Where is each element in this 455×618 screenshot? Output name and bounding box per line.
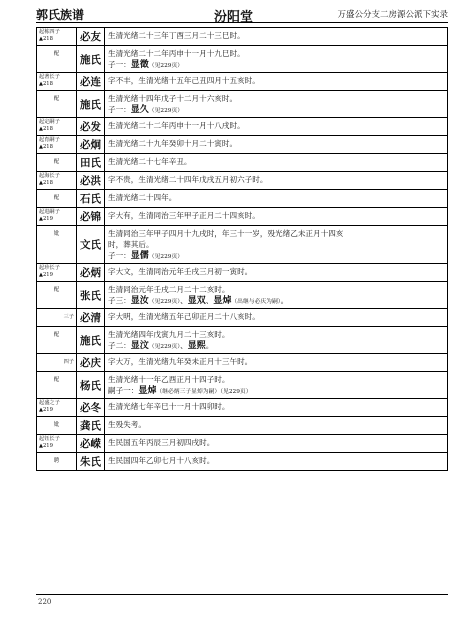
record-detail xyxy=(105,172,448,190)
children-label: 子一： xyxy=(108,251,131,260)
header-rule xyxy=(36,22,448,23)
detail-line: 生清光绪四年戊寅九月二十三亥时。 xyxy=(108,330,230,339)
detail-line: 生民国四年乙卯七月十八亥时。 xyxy=(108,456,215,465)
children-label: 子一： xyxy=(108,60,131,69)
relation-note xyxy=(37,28,77,46)
record-detail xyxy=(105,354,448,372)
child-name: 显汶 xyxy=(130,341,149,351)
record-detail xyxy=(105,136,448,154)
table-row xyxy=(37,154,448,172)
table-row xyxy=(37,282,448,309)
person-name: 必炯 xyxy=(77,136,105,154)
person-name: 必庆 xyxy=(77,354,105,372)
children-line xyxy=(108,385,444,398)
children-label: 子二： xyxy=(108,341,131,350)
relation-text: 起海长子 xyxy=(39,173,60,179)
child-name: 显双 xyxy=(187,296,206,306)
person-name: 龚氏 xyxy=(77,417,105,435)
relation-note xyxy=(37,226,77,264)
relation-marker: ▲218 xyxy=(39,144,53,150)
person-name: 必友 xyxy=(77,28,105,46)
end-mark: 。 xyxy=(280,296,289,305)
relation-text: 妣 xyxy=(53,422,60,428)
person-name: 朱氏 xyxy=(77,453,105,471)
relation-note xyxy=(37,453,77,471)
children-line xyxy=(108,340,444,353)
relation-text: 妣 xyxy=(53,231,60,237)
relation-note xyxy=(37,309,77,327)
detail-line: 生清光绪二十三年丁酉三月二十三巳时。 xyxy=(108,31,245,40)
person-name: 必炳 xyxy=(77,264,105,282)
table-row xyxy=(37,372,448,399)
record-detail xyxy=(105,453,448,471)
relation-note xyxy=(37,190,77,208)
record-detail xyxy=(105,435,448,453)
relation-note xyxy=(37,399,77,417)
child-ref: （出继与必庆为嗣） xyxy=(231,299,281,305)
table-row xyxy=(37,208,448,226)
record-detail xyxy=(105,327,448,354)
relation-note xyxy=(37,136,77,154)
relation-note xyxy=(37,372,77,399)
relation-text: 起进嗣子 xyxy=(39,209,60,215)
record-detail xyxy=(105,264,448,282)
children-line xyxy=(108,104,444,117)
separator: 、 xyxy=(205,296,214,305)
header-branch-record: 万盛公分支二房源公派下实录 xyxy=(337,10,448,20)
child-ref: （见229页） xyxy=(148,254,184,260)
record-detail xyxy=(105,46,448,73)
person-name: 杨氏 xyxy=(77,372,105,399)
table-row xyxy=(37,264,448,282)
record-detail xyxy=(105,399,448,417)
child-ref: （继必炳三子显焯为嗣）（见229页） xyxy=(156,389,252,395)
table-row xyxy=(37,118,448,136)
detail-line: 字大文，生清同治元年壬戌三月初一寅时。 xyxy=(108,267,253,276)
detail-line: 生清光绪二十二年丙申十一月十八戌时。 xyxy=(108,121,245,130)
person-name: 必嵘 xyxy=(77,435,105,453)
detail-line: 生清光绪二十九年癸卯十月二十寅时。 xyxy=(108,139,238,148)
relation-note xyxy=(37,118,77,136)
relation-text: 起栋四子 xyxy=(39,29,60,35)
children-label: 子三： xyxy=(108,296,131,305)
relation-marker: ▲219 xyxy=(39,407,53,413)
table-row xyxy=(37,190,448,208)
relation-text: 配 xyxy=(53,377,60,383)
relation-note xyxy=(37,73,77,91)
relation-text: 四子 xyxy=(63,359,74,365)
detail-line: 字大有，生清同治三年甲子正月二十四亥时。 xyxy=(108,211,260,220)
relation-text: 配 xyxy=(53,332,60,338)
detail-line: 生民国五年丙辰三月初四戌时。 xyxy=(108,438,215,447)
person-name: 石氏 xyxy=(77,190,105,208)
relation-text: 起珍长子 xyxy=(39,265,60,271)
relation-marker: ▲218 xyxy=(39,36,53,42)
header-genealogy-title: 郭氏族谱 xyxy=(36,8,85,22)
table-row xyxy=(37,354,448,372)
child-ref: （见229页） xyxy=(148,63,184,69)
table-row xyxy=(37,172,448,190)
table-row xyxy=(37,91,448,118)
table-row xyxy=(37,399,448,417)
relation-marker: ▲219 xyxy=(39,272,53,278)
table-row xyxy=(37,435,448,453)
relation-note xyxy=(37,172,77,190)
child-name: 显徵 xyxy=(130,60,149,70)
page-number: 220 xyxy=(38,598,52,606)
child-name: 显焯 xyxy=(138,386,157,396)
record-detail xyxy=(105,73,448,91)
end-mark: 。 xyxy=(205,341,214,350)
detail-line: 生清光绪十一年乙酉正月十四子时。 xyxy=(108,375,230,384)
child-name: 显熙 xyxy=(187,341,206,351)
record-detail xyxy=(105,28,448,46)
footer-rule xyxy=(36,594,448,595)
relation-text: 三子 xyxy=(63,314,74,320)
person-name: 施氏 xyxy=(77,327,105,354)
table-row xyxy=(37,136,448,154)
child-ref: （见229页） xyxy=(148,344,181,350)
child-ref: （见229页） xyxy=(148,108,184,114)
children-label: 子一： xyxy=(108,105,131,114)
relation-text: 起钰长子 xyxy=(39,436,60,442)
person-name: 施氏 xyxy=(77,91,105,118)
detail-line: 生清同治三年甲子四月十九戌时，年三十一岁，殁光绪乙未正月十四亥 xyxy=(108,229,344,238)
relation-note xyxy=(37,264,77,282)
record-detail xyxy=(105,226,448,264)
separator: 、 xyxy=(180,341,188,350)
person-name: 必洪 xyxy=(77,172,105,190)
children-label: 嗣子一： xyxy=(108,386,139,395)
table-row xyxy=(37,226,448,264)
detail-line: 生清光绪二十四年。 xyxy=(108,193,177,202)
person-name: 张氏 xyxy=(77,282,105,309)
relation-text: 起著长子 xyxy=(39,74,60,80)
relation-text: 配 xyxy=(53,159,60,165)
relation-text: 起定嗣子 xyxy=(39,119,60,125)
table-row xyxy=(37,46,448,73)
detail-line: 生殁失考。 xyxy=(108,420,146,429)
person-name: 田氏 xyxy=(77,154,105,172)
record-detail xyxy=(105,372,448,399)
relation-marker: ▲218 xyxy=(39,126,53,132)
relation-marker: ▲218 xyxy=(39,180,53,186)
person-name: 必发 xyxy=(77,118,105,136)
detail-line: 生清光绪十四年戊子十二月十六亥时。 xyxy=(108,94,238,103)
person-name: 必连 xyxy=(77,73,105,91)
relation-text: 聘 xyxy=(53,458,60,464)
relation-text: 配 xyxy=(53,51,60,57)
person-name: 必锦 xyxy=(77,208,105,226)
relation-text: 配 xyxy=(53,96,60,102)
detail-line: 字不贵，生清光绪二十四年戊戌五月初六子时。 xyxy=(108,175,268,184)
child-ref: （见229页） xyxy=(148,299,181,305)
table-row xyxy=(37,417,448,435)
child-name: 显久 xyxy=(130,105,149,115)
relation-note xyxy=(37,46,77,73)
record-detail xyxy=(105,154,448,172)
relation-text: 配 xyxy=(53,195,60,201)
relation-note xyxy=(37,282,77,309)
header-hall-name: 汾阳堂 xyxy=(214,10,254,25)
relation-note xyxy=(37,91,77,118)
record-detail xyxy=(105,417,448,435)
children-line xyxy=(108,295,444,308)
relation-text: 配 xyxy=(53,287,60,293)
child-name: 显焯 xyxy=(213,296,232,306)
children-line xyxy=(108,59,444,72)
detail-line: 时，葬其后。 xyxy=(108,240,154,249)
relation-marker: ▲219 xyxy=(39,216,53,222)
detail-line: 生清光绪二十七年辛丑。 xyxy=(108,157,192,166)
genealogy-table xyxy=(36,27,448,471)
separator: 、 xyxy=(180,296,188,305)
relation-marker: ▲218 xyxy=(39,81,53,87)
table-row xyxy=(37,327,448,354)
detail-line: 字大万，生清光绪九年癸未正月十三午时。 xyxy=(108,357,253,366)
relation-marker: ▲219 xyxy=(39,443,53,449)
record-detail xyxy=(105,91,448,118)
relation-note xyxy=(37,354,77,372)
child-name: 显儒 xyxy=(130,251,149,261)
record-detail xyxy=(105,282,448,309)
detail-line: 生清同治元年壬戌二月二十二亥时。 xyxy=(108,285,230,294)
children-line xyxy=(108,250,444,263)
table-row xyxy=(37,28,448,46)
record-detail xyxy=(105,208,448,226)
detail-line: 生清光绪七年辛巳十一月十四卯时。 xyxy=(108,402,230,411)
table-row xyxy=(37,309,448,327)
relation-note xyxy=(37,154,77,172)
relation-note xyxy=(37,208,77,226)
relation-note xyxy=(37,417,77,435)
detail-line: 生清光绪二十二年丙申十一月十九巳时。 xyxy=(108,49,245,58)
relation-note xyxy=(37,327,77,354)
person-name: 必清 xyxy=(77,309,105,327)
detail-line: 字不丰，生清光绪十五年己丑四月十五亥时。 xyxy=(108,76,260,85)
record-detail xyxy=(105,190,448,208)
person-name: 施氏 xyxy=(77,46,105,73)
table-row xyxy=(37,73,448,91)
detail-line: 字大明，生清光绪五年己卯正月二十八亥时。 xyxy=(108,312,260,321)
person-name: 文氏 xyxy=(77,226,105,264)
relation-note xyxy=(37,435,77,453)
table-row xyxy=(37,453,448,471)
person-name: 必冬 xyxy=(77,399,105,417)
record-detail xyxy=(105,309,448,327)
record-detail xyxy=(105,118,448,136)
child-name: 显汝 xyxy=(130,296,149,306)
relation-text: 起育嗣子 xyxy=(39,137,60,143)
relation-text: 起盛之子 xyxy=(39,400,60,406)
